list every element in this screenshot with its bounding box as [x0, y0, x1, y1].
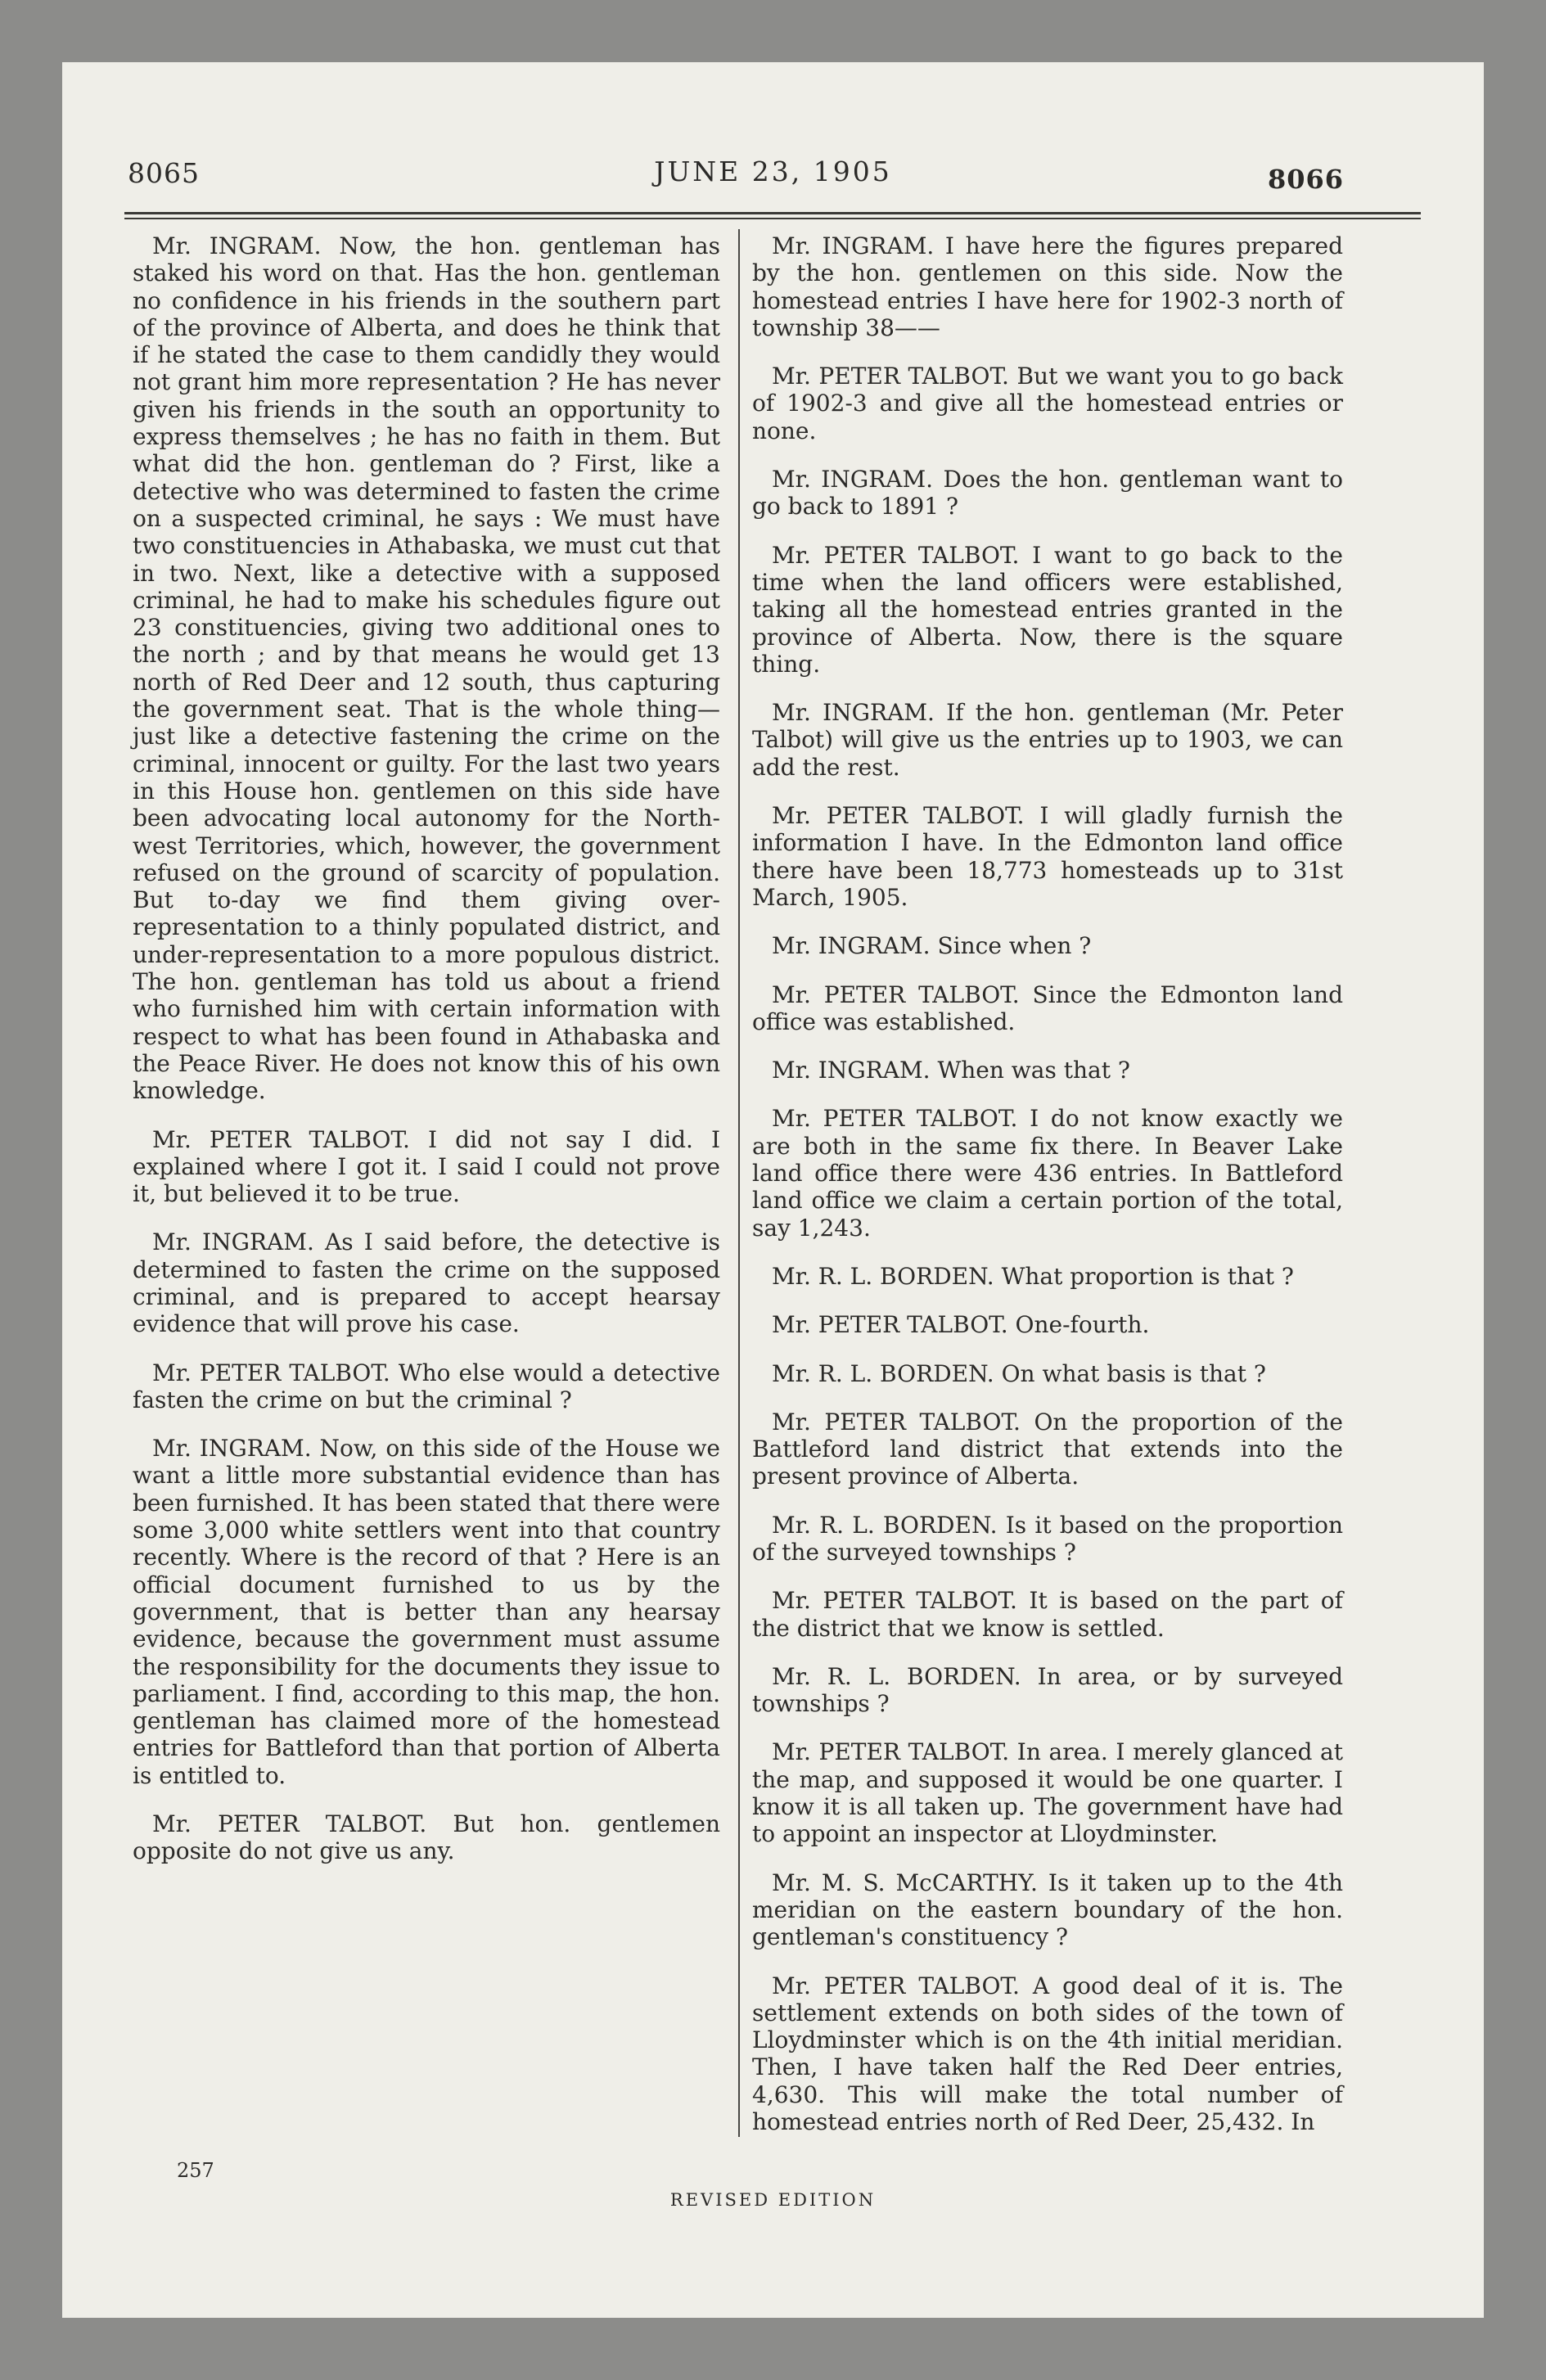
paragraph: Mr. PETER TALBOT. But we want you to go back of 1902-3 and give all the homestead entries or none.: [752, 363, 1343, 444]
paragraph: Mr. PETER TALBOT. Who else would a detective fasten the crime on but the criminal ?: [133, 1359, 720, 1413]
paragraph: Mr. INGRAM. As I said before, the detective is determined to fasten the crime on the supposed criminal, and is prepared to accept hearsay evidence that will prove his case.: [133, 1228, 720, 1338]
paragraph: Mr. INGRAM. If the hon. gentleman (Mr. Peter Talbot) will give us the entries up to 1903, we can add the rest.: [752, 699, 1343, 781]
signature-mark: 257: [177, 2159, 214, 2182]
hansard-page: [62, 62, 1484, 2318]
edition-footer: REVISED EDITION: [669, 2190, 877, 2210]
paragraph: Mr. R. L. BORDEN. In area, or by surveyed townships ?: [752, 1662, 1343, 1718]
paragraph: Mr. PETER TALBOT. A good deal of it is. The settlement extends on both sides of the town of Lloydminster which is on the 4th initial meridian. Then, I have taken half the Red Deer entries, 4,630. This will make the total number of homestead entries north of Red Deer, 25,432. In: [752, 1972, 1343, 2136]
paragraph: Mr. INGRAM. Now, the hon. gentleman has staked his word on that. Has the hon. gentleman no confidence in his friends in the southern part of the province of Alberta, and does he think that if he stated the case to them candidly they would not grant him more representation ? He has never given his friends in the south an opportunity to express themselves ; he has no faith in them. But what did the hon. gentleman do ? First, like a detective who was determined to fasten the crime on a suspected criminal, he says : We must have two constituencies in Athabaska, we must cut that in two. Next, like a detective with a supposed criminal, he had to make his schedules figure out 23 constituencies, giving two additional ones to the north ; and by that means he would get 13 north of Red Deer and 12 south, thus capturing the government seat. That is the whole thing—just like a detective fastening the crime on the criminal, innocent or guilty. For the last two years in this House hon. gentlemen on this side have been advocating local autonomy for the North-west Territories, which, however, the government refused on the ground of scarcity of population. But to-day we find them giving over-representation to a thinly populated district, and under-representation to a more populous district. The hon. gentleman has told us about a friend who furnished him with certain information with respect to what has been found in Athabaska and the Peace River. He does not know this of his own knowledge.: [133, 232, 720, 1105]
paragraph: Mr. INGRAM. When was that ?: [772, 1057, 1130, 1084]
paragraph: Mr. PETER TALBOT. Since the Edmonton land office was established.: [752, 980, 1343, 1035]
paragraph: Mr. PETER TALBOT. One-fourth.: [772, 1311, 1150, 1339]
paragraph: Mr. R. L. BORDEN. What proportion is that ?: [772, 1262, 1294, 1290]
column-divider: [738, 229, 740, 2137]
right-column: [752, 232, 1343, 2157]
paragraph: Mr. PETER TALBOT. In area. I merely glanced at the map, and supposed it would be one quarter. I know it is all taken up. The government have had to appoint an inspector at Lloydminster.: [752, 1738, 1343, 1848]
page-date-title: JUNE 23, 1905: [654, 156, 892, 187]
paragraph: Mr. INGRAM. Since when ?: [772, 932, 1092, 960]
paragraph: Mr. PETER TALBOT. On the proportion of the Battleford land district that extends into the present province of Alberta.: [752, 1408, 1343, 1490]
header-rule-thin: [124, 218, 1421, 219]
paragraph: Mr. PETER TALBOT. I will gladly furnish the information I have. In the Edmonton land office there have been 18,773 homesteads up to 31st March, 1905.: [752, 802, 1343, 911]
paragraph: Mr. PETER TALBOT. I want to go back to the time when the land officers were established, taking all the homestead entries granted in the province of Alberta. Now, there is the square thing.: [752, 541, 1343, 678]
paragraph: Mr. R. L. BORDEN. Is it based on the proportion of the surveyed townships ?: [752, 1511, 1343, 1566]
paragraph: Mr. INGRAM. I have here the figures prepared by the hon. gentlemen on this side. Now the homestead entries I have here for 1902-3 north of township 38——: [752, 232, 1343, 341]
header-rule: [124, 212, 1421, 214]
paragraph: Mr. PETER TALBOT. But hon. gentlemen opposite do not give us any.: [133, 1810, 720, 1865]
paragraph: Mr. INGRAM. Now, on this side of the House we want a little more substantial evidence than has been furnished. It has been stated that there were some 3,000 white settlers went into that country recently. Where is the record of that ? Here is an official document furnished to us by the government, that is better than any hearsay evidence, because the government must assume the responsibility for the documents they issue to parliament. I find, according to this map, the hon. gentleman has claimed more of the homestead entries for Battleford than that portion of Alberta is entitled to.: [133, 1435, 720, 1789]
left-column: [133, 232, 720, 1886]
page-number-left: 8065: [128, 157, 200, 189]
paragraph: Mr. PETER TALBOT. It is based on the part of the district that we know is settled.: [752, 1587, 1343, 1642]
page-number-right: 8066: [1268, 164, 1345, 195]
paragraph: Mr. PETER TALBOT. I do not know exactly we are both in the same fix there. In Beaver Lake land office there were 436 entries. In Battleford land office we claim a certain portion of the total, say 1,243.: [752, 1105, 1343, 1242]
paragraph: Mr. INGRAM. Does the hon. gentleman want to go back to 1891 ?: [752, 466, 1343, 521]
paragraph: Mr. PETER TALBOT. I did not say I did. I explained where I got it. I said I could not prove it, but believed it to be true.: [133, 1125, 720, 1208]
paragraph: Mr. M. S. McCARTHY. Is it taken up to the 4th meridian on the eastern boundary of the hon. gentleman's constituency ?: [752, 1868, 1343, 1951]
paragraph: Mr. R. L. BORDEN. On what basis is that ?: [772, 1359, 1266, 1387]
